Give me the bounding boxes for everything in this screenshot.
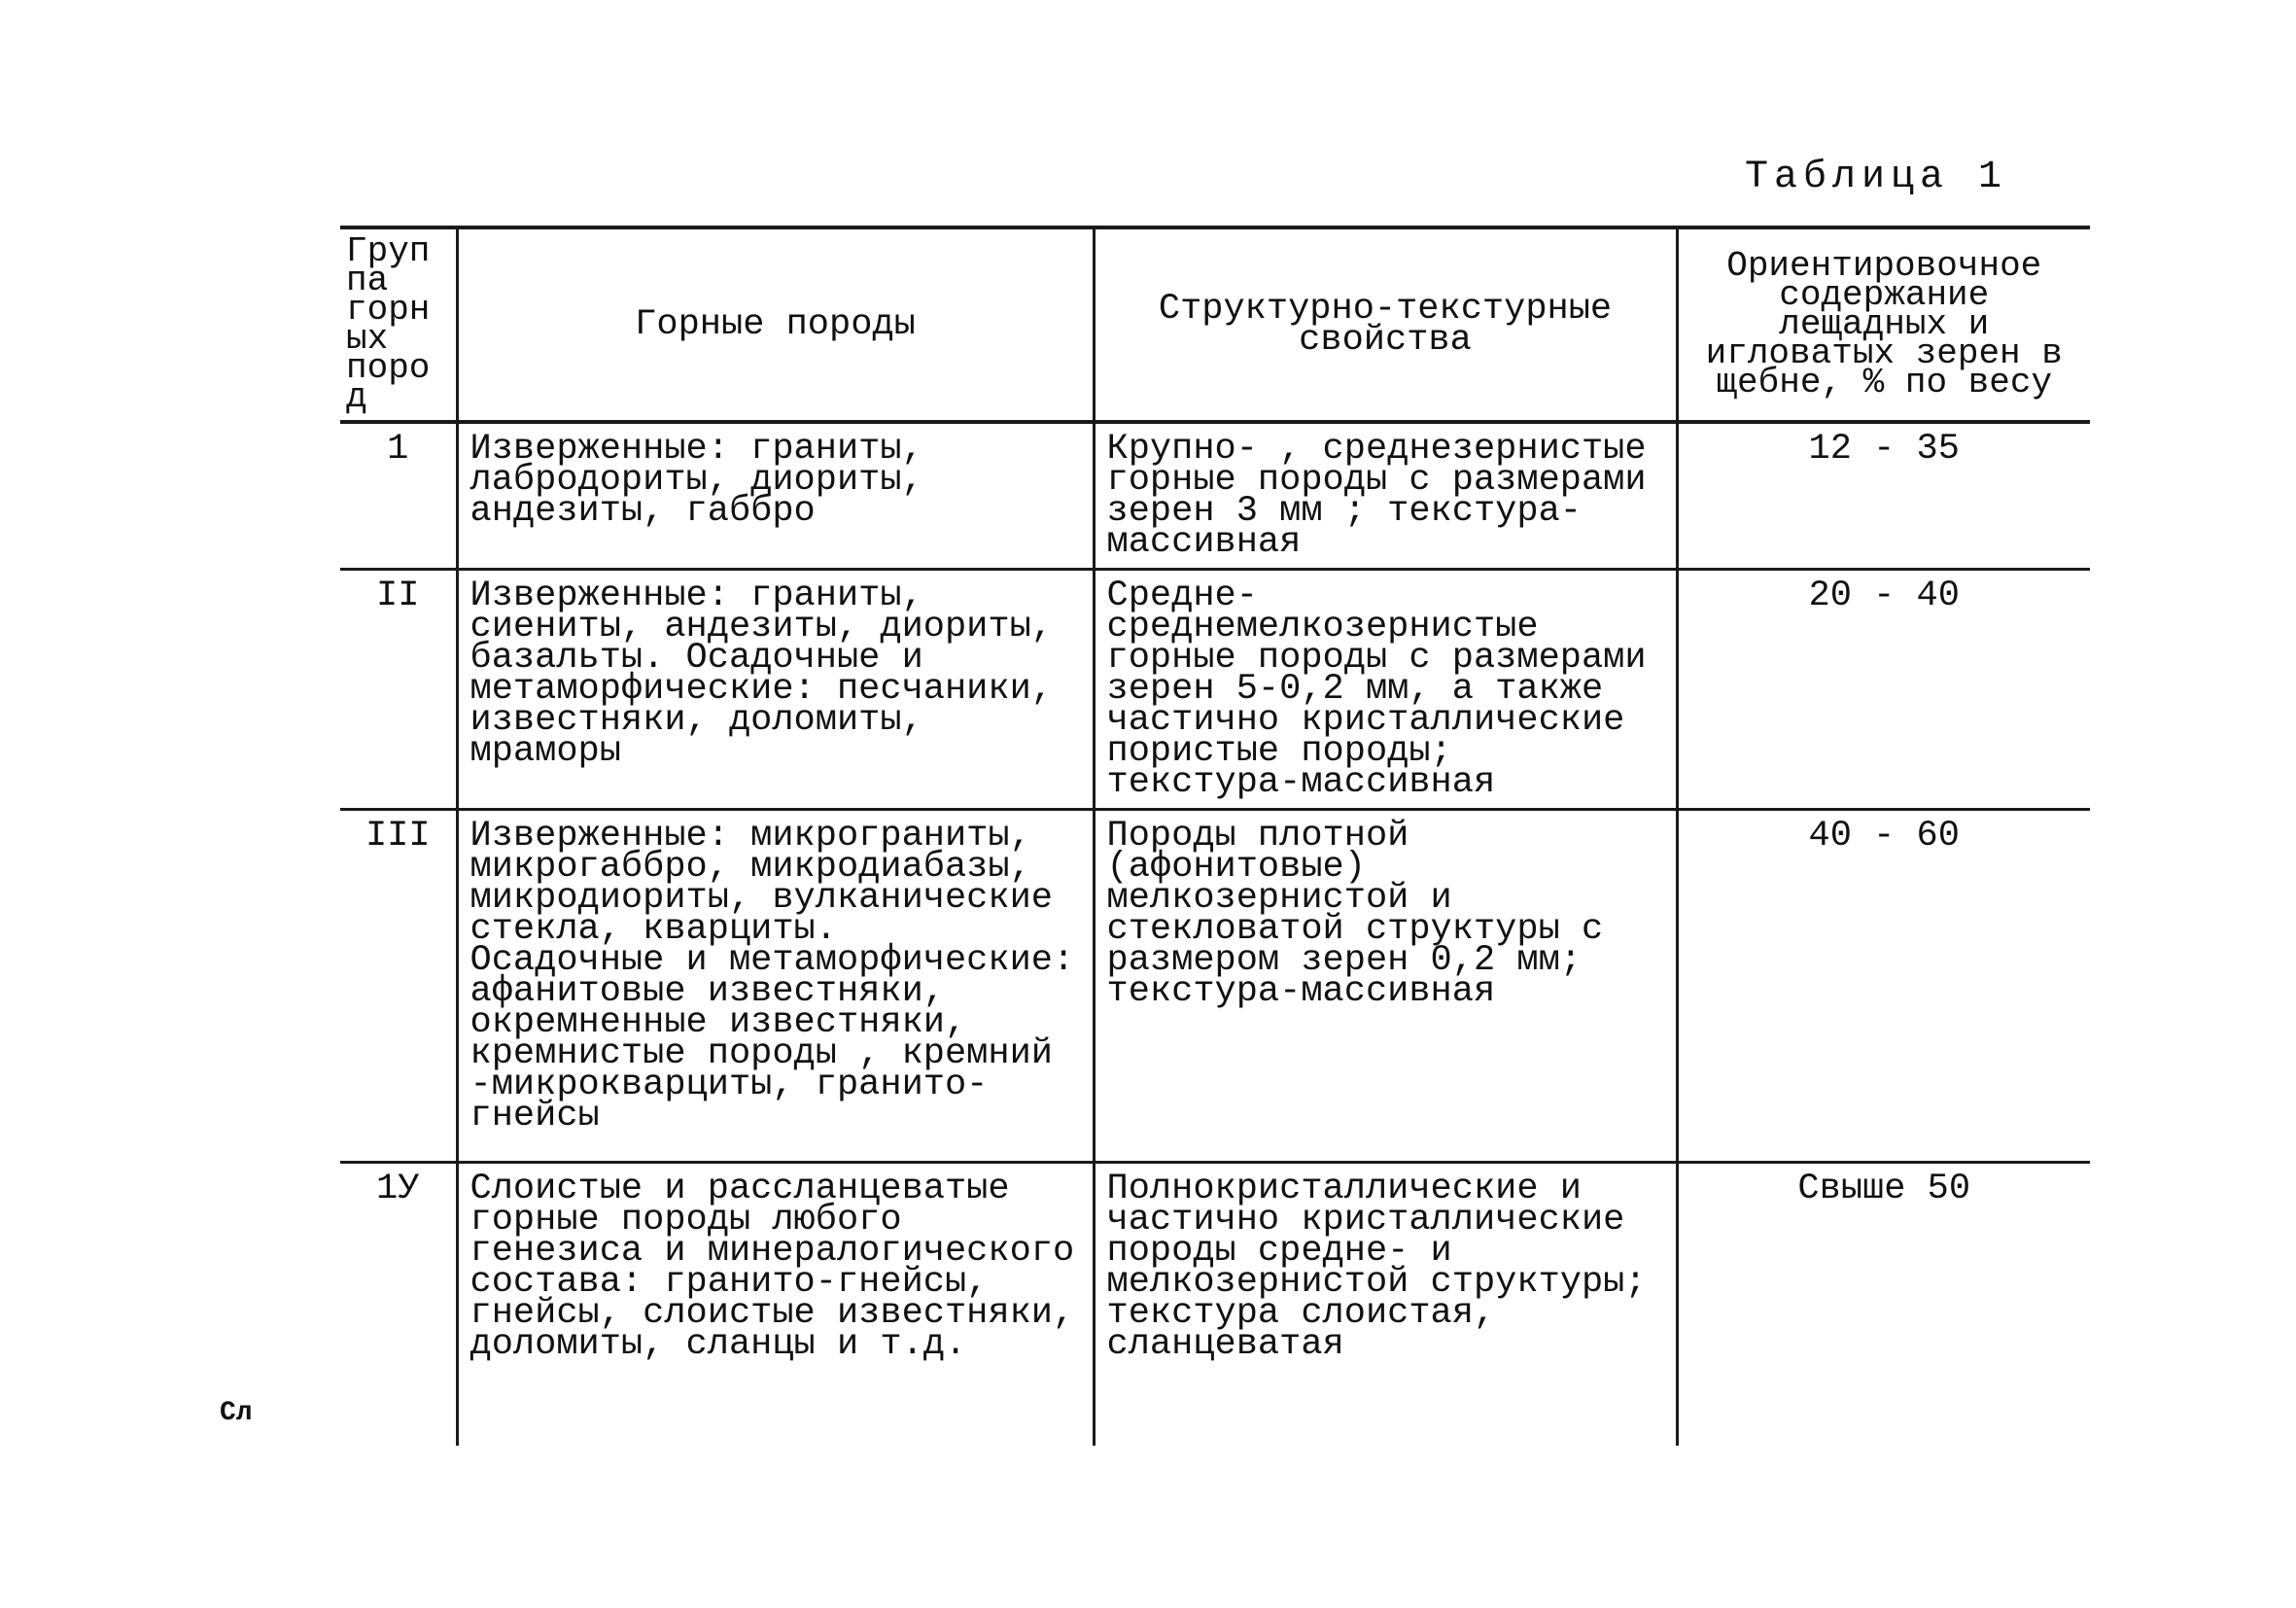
rock-table bbox=[340, 226, 2090, 1446]
rocks-cell bbox=[457, 422, 1094, 570]
table-row bbox=[340, 570, 2090, 810]
rocks-text: Изверженные: граниты, сиениты, андезиты, диориты, базальты. Осадочные и метаморфические: песчаники, известняки, доломиты, мраморы bbox=[470, 576, 1053, 772]
header-content: Ориентировочное содержание лещадных и игловатых зерен в щебне, % по весу bbox=[1677, 227, 2090, 422]
content-percent: 20 - 40 bbox=[1677, 570, 2090, 810]
properties-cell: Породы плотной (афонитовые) мелкозернистой и стекловатой структуры с размером зерен 0,2 мм; текстура-массивная bbox=[1094, 810, 1677, 1163]
rocks-text: Изверженные: микрограниты, микрогаббро, микродиабазы, микродиориты, вулканические стекла, кварциты. bbox=[470, 816, 1053, 950]
rock-group-number: III bbox=[340, 810, 457, 1163]
content-percent: 40 - 60 bbox=[1677, 810, 2090, 1163]
rocks-cell bbox=[457, 810, 1094, 1163]
header-rocks: Горные породы bbox=[457, 227, 1094, 422]
table-row bbox=[340, 422, 2090, 570]
rock-group-number: 1 bbox=[340, 422, 457, 570]
page-mark: Сл bbox=[220, 1398, 253, 1428]
header-rock-group: Группа горных пород bbox=[340, 227, 457, 422]
rocks-text: Изверженные: граниты, лабродориты, диориты, андезиты, габбро bbox=[470, 429, 923, 532]
rock-group-number: 1У bbox=[340, 1163, 457, 1447]
table-title: Таблица 1 bbox=[1745, 156, 2008, 199]
rocks-text: Слоистые и рассланцеватые горные породы любого генезиса и минералогического состава: гранито-гнейсы, гнейсы, слоистые известняки, доломиты, сланцы и т.д. bbox=[470, 1169, 1075, 1365]
table-row bbox=[340, 1163, 2090, 1447]
table-header-row bbox=[340, 227, 2090, 422]
properties-cell: Полнокристаллические и частично кристаллические породы средне- и мелкозернистой структуры; текстура слоистая, сланцеватая bbox=[1094, 1163, 1677, 1447]
table-row bbox=[340, 810, 2090, 1163]
content-percent: Свыше 50 bbox=[1677, 1163, 2090, 1447]
header-properties: Структурно-текстурные свойства bbox=[1094, 227, 1677, 422]
rocks-text: Осадочные и метаморфические: афанитовые известняки, окремненные известняки, кремнистые породы , кремний -микрокварциты, гранито-гнейсы bbox=[470, 940, 1075, 1136]
rock-group-number: II bbox=[340, 570, 457, 810]
content-percent: 12 - 35 bbox=[1677, 422, 2090, 570]
properties-cell: Крупно- , среднезернистые горные породы с размерами зерен 3 мм ; текстура-массивная bbox=[1094, 422, 1677, 570]
properties-cell: Средне-среднемелкозернистые горные породы с размерами зерен 5-0,2 мм, а также частично кристаллические пористые породы; текстура-массивная bbox=[1094, 570, 1677, 810]
rocks-cell bbox=[457, 570, 1094, 810]
rocks-cell bbox=[457, 1163, 1094, 1447]
